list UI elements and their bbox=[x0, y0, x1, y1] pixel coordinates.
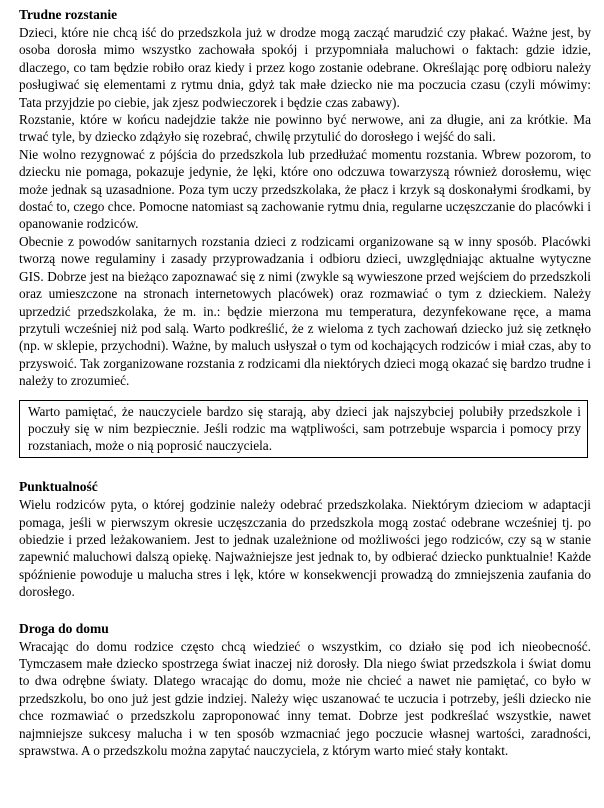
section-title-trudne-rozstanie: Trudne rozstanie bbox=[19, 7, 118, 22]
notice-text: Warto pamiętać, że nauczyciele bardzo się starają, aby dzieci jak najszybciej polubiły przedszkole i poczuły się w nim bezpiecznie. Jeśli rodzic ma wątpliwości, sam potrzebuje wsparcia i pomocy przy rozstaniach, może o nią poprosić nauczyciela. bbox=[28, 403, 581, 453]
document-page bbox=[19, 6, 591, 759]
section-title-droga-do-domu: Droga do domu bbox=[19, 620, 109, 636]
paragraph: Wracając do domu rodzice często chcą wiedzieć o wszystkim, co działo się pod ich nieobecność. Tymczasem małe dziecko spostrzega świat inaczej niż dorosły. Dla niego świat przedszkola i świat domu to dwa odrębne światy. Dlatego wracając do domu, może nie chcieć a nawet nie pamiętać, co było w przedszkolu, bo ono już jest gdzie indziej. Należy więc uszanować te uczucia i potrzeby, jeśli dziecko nie chce rozmawiać o przedszkolu zaproponować inny temat. Dobrze jest podkreślać wszystkie, nawet najmniejsze sukcesy malucha i w ten sposób wzmacniać jego poczucie własnej wartości, zaradności, sprawstwa. A o przedszkolu można zapytać nauczyciela, z którym warto mieć stały kontakt. bbox=[19, 638, 591, 759]
paragraph: Wielu rodziców pyta, o której godzinie należy odebrać przedszkolaka. Niektórym dzieciom w adaptacji pomaga, jeśli w pierwszym okresie uczęszczania do przedszkola mogą zostać odebrane wcześniej tj. po obiedzie i przed leżakowaniem. Jest to jednak uzależnione od możliwości jego rodziców, czy są w stanie zapewnić maluchowi dalszą opiekę. Najważniejsze jest jednak to, by odbierać dziecko punktualnie! Każde spóźnienie powoduje u malucha stres i lęk, które w konsekwencji prowadzą do zmniejszenia zaufania do dorosłego. bbox=[19, 497, 591, 600]
paragraph: Dzieci, które nie chcą iść do przedszkola już w drodze mogą zacząć marudzić czy płakać. Ważne jest, by osoba dorosła mimo wszystko zachowała spokój i przypomniała maluchowi o faktach: gdzie idzie, dlaczego, co tam będzie robiło oraz kiedy i przez kogo zostanie odebrane. Określając porę odbioru należy posługiwać się elementami z rytmu dnia, gdyż tak małe dziecko nie ma poczucia czasu (czyli mówimy: Tata przyjdzie po ciebie, jak zjesz podwieczorek i będzie czas zabawy). bbox=[19, 25, 591, 110]
notice-box bbox=[19, 400, 588, 459]
paragraph: Obecnie z powodów sanitarnych rozstania dzieci z rodzicami organizowane są w inny sposób. Placówki tworzą nowe regulaminy i zasady przyprowadzania i odbioru dzieci, uwzględniając aktualne wytyczne GIS. Dobrze jest na bieżąco zapoznawać się z nimi (zwykle są wywieszone przed wejściem do przedszkoli oraz umieszczone na stronach internetowych placówek) oraz rozmawiać o tym z dzieckiem. Należy uprzedzić przedszkolaka, że m. in.: będzie mierzona mu temperatura, dezynfekowane ręce, a mama przytuli wcześniej niż pod salą. Warto podkreślić, że z wieloma z tych zachowań dziecko już się zetknęło (np. w sklepie, przychodni). Ważne, by maluch usłyszał o tym od kochających rodziców i miał czas, aby to przyswoić. Tak zorganizowane rozstania z rodzicami dla niektórych dzieci mogą okazać się bardzo trudne i należy to zrozumieć. bbox=[19, 233, 591, 389]
paragraph: Nie wolno rezygnować z pójścia do przedszkola lub przedłużać momentu rozstania. Wbrew pozorom, to dziecku nie pomaga, pokazuje jedynie, że lęki, które ono odczuwa towarzyszą również dorosłemu, więc może jednak są uzasadnione. Poza tym uczy przedszkolaka, że płacz i krzyk są doskonałymi środkami, by dostać to, czego chce. Pomocne natomiast są zachowanie rytmu dnia, regularne uczęszczanie do placówki i opanowanie rodziców. bbox=[19, 146, 591, 232]
paragraph: Rozstanie, które w końcu nadejdzie także nie powinno być nerwowe, ani za długie, ani za krótkie. Ma trwać tyle, by dziecko zdążyło się rozebrać, chwilę przytulić do dorosłego i wejść do sali. bbox=[19, 112, 591, 145]
section-title-punktualnosc: Punktualność bbox=[19, 479, 98, 495]
